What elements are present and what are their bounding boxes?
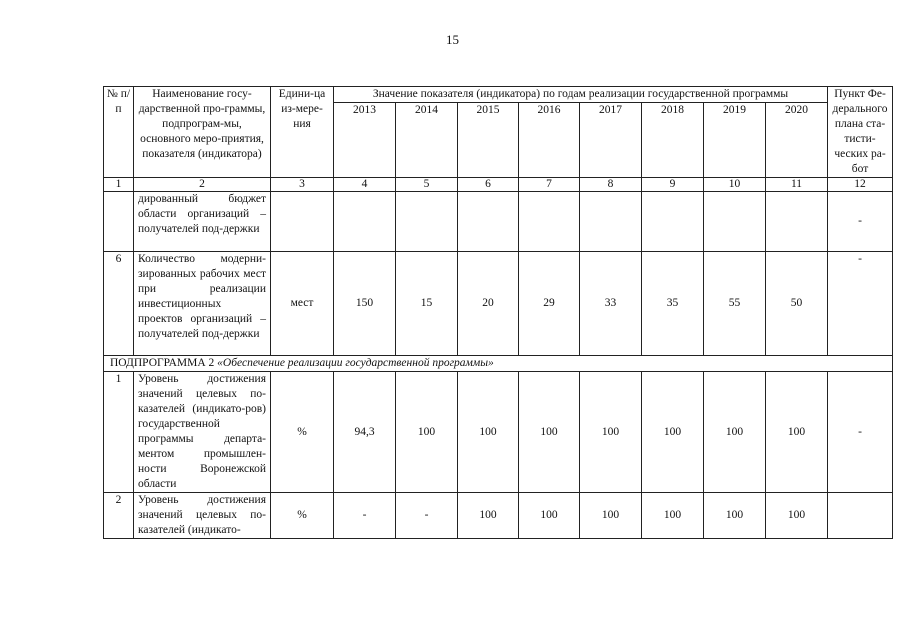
row-value: 35 <box>642 252 704 356</box>
indicators-table <box>103 86 893 539</box>
row-name: Уровень достижения значений целевых по-казателей (индикато- <box>134 493 271 539</box>
row-point <box>828 493 893 539</box>
header-point: Пункт Фе-дерального плана ста-тисти-ческих ра-бот <box>828 87 893 178</box>
row-num: 1 <box>104 372 134 493</box>
header-row-1 <box>104 87 893 103</box>
row-value <box>580 192 642 252</box>
row-value: 100 <box>642 372 704 493</box>
column-number: 2 <box>134 178 271 192</box>
row-unit: % <box>271 372 334 493</box>
year-cell: 2016 <box>519 103 580 178</box>
year-cell: 2017 <box>580 103 642 178</box>
year-cell: 2020 <box>766 103 828 178</box>
column-number: 8 <box>580 178 642 192</box>
year-cell: 2015 <box>458 103 519 178</box>
row-value: 33 <box>580 252 642 356</box>
column-number: 5 <box>396 178 458 192</box>
row-value: 100 <box>704 493 766 539</box>
row-num: 6 <box>104 252 134 356</box>
row-value: 100 <box>580 372 642 493</box>
row-point: - <box>828 252 893 356</box>
row-value <box>396 192 458 252</box>
row-value <box>642 192 704 252</box>
row-value: 20 <box>458 252 519 356</box>
table-row <box>104 493 893 539</box>
column-number: 10 <box>704 178 766 192</box>
row-value: 100 <box>519 372 580 493</box>
row-value: 100 <box>766 493 828 539</box>
row-unit: % <box>271 493 334 539</box>
subprogram-row <box>104 356 893 372</box>
column-number: 12 <box>828 178 893 192</box>
row-value: 100 <box>458 493 519 539</box>
header-name: Наименование госу-дарственной про-граммы, подпрограм-мы, основного меро-приятия, показателя (индикатора) <box>134 87 271 178</box>
subprogram-heading <box>104 356 893 372</box>
row-name: Количество модерни-зированных рабочих мест при реализации инвестиционных проектов организаций – получателей под-держки <box>134 252 271 356</box>
header-values: Значение показателя (индикатора) по годам реализации государственной программы <box>334 87 828 103</box>
column-number: 1 <box>104 178 134 192</box>
row-name: Уровень достижения значений целевых по-казателей (индикато-ров) государственной программы департа-ментом промышлен-ности Воронежской области <box>134 372 271 493</box>
year-cell: 2018 <box>642 103 704 178</box>
row-num: 2 <box>104 493 134 539</box>
row-unit: мест <box>271 252 334 356</box>
year-cell: 2014 <box>396 103 458 178</box>
header-unit: Едини-ца из-мере-ния <box>271 87 334 178</box>
row-value: 100 <box>704 372 766 493</box>
column-number: 6 <box>458 178 519 192</box>
row-point: - <box>828 372 893 493</box>
row-value: 100 <box>766 372 828 493</box>
row-value: 150 <box>334 252 396 356</box>
year-cell: 2013 <box>334 103 396 178</box>
row-value <box>766 192 828 252</box>
row-value: 29 <box>519 252 580 356</box>
subprogram-title: «Обеспечение реализации государственной программы» <box>217 357 494 369</box>
column-number: 11 <box>766 178 828 192</box>
row-value <box>519 192 580 252</box>
year-cell: 2019 <box>704 103 766 178</box>
row-value: - <box>396 493 458 539</box>
row-value: 55 <box>704 252 766 356</box>
table-row <box>104 192 893 252</box>
row-value: 100 <box>642 493 704 539</box>
row-name: дированный бюджет области организаций – получателей под-держки <box>134 192 271 252</box>
row-value: - <box>334 493 396 539</box>
table-row <box>104 252 893 356</box>
column-number: 4 <box>334 178 396 192</box>
row-num <box>104 192 134 252</box>
row-value: 100 <box>519 493 580 539</box>
page-number: 15 <box>446 32 459 47</box>
column-number: 3 <box>271 178 334 192</box>
subprogram-prefix: ПОДПРОГРАММА 2 <box>110 357 218 369</box>
row-value <box>458 192 519 252</box>
column-number: 9 <box>642 178 704 192</box>
row-unit <box>271 192 334 252</box>
row-value: 100 <box>396 372 458 493</box>
row-value: 94,3 <box>334 372 396 493</box>
row-value: 100 <box>458 372 519 493</box>
row-value: 50 <box>766 252 828 356</box>
row-value: 100 <box>580 493 642 539</box>
table-row <box>104 372 893 493</box>
column-number: 7 <box>519 178 580 192</box>
row-value <box>334 192 396 252</box>
header-num: № п/п <box>104 87 134 178</box>
row-value <box>704 192 766 252</box>
row-point: - <box>828 192 893 252</box>
column-numbers-row <box>104 178 893 192</box>
row-value: 15 <box>396 252 458 356</box>
